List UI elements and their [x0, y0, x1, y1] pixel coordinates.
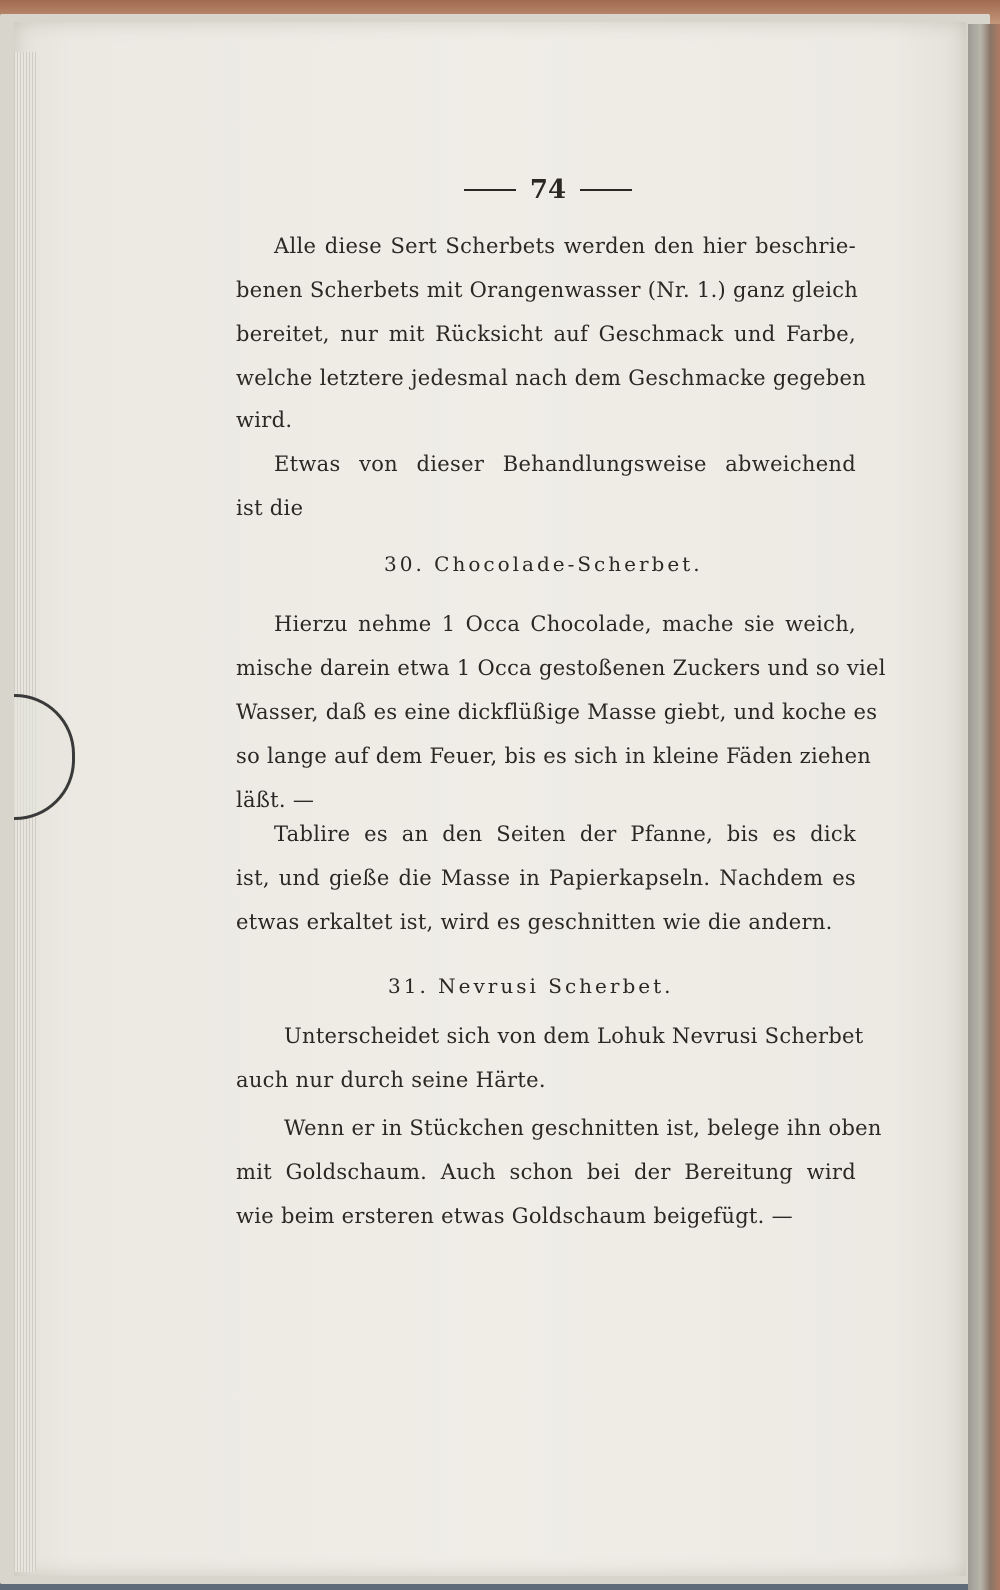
text-line: welche letztere jedesmal nach dem Geschmacke gegeben	[236, 366, 867, 390]
text-line: Etwas von dieser Behandlungsweise abweichend	[274, 452, 856, 476]
header-dash-right	[580, 189, 632, 191]
bookmark-clip	[14, 694, 75, 820]
text-line: benen Scherbets mit Orangenwasser (Nr. 1.) ganz gleich	[236, 278, 859, 302]
text-line: auch nur durch seine Härte.	[236, 1068, 546, 1092]
text-line: Alle diese Sert Scherbets werden den hier beschrie-	[274, 234, 856, 258]
text-line: wie beim ersteren etwas Goldschaum beigefügt. —	[236, 1204, 793, 1228]
text-line: mit Goldschaum. Auch schon bei der Bereitung wird	[236, 1160, 856, 1184]
book-page	[14, 22, 966, 1576]
page-right-edge	[968, 24, 1000, 1590]
text-line: Tablire es an den Seiten der Pfanne, bis es dick	[274, 822, 856, 846]
text-line: bereitet, nur mit Rücksicht auf Geschmack und Farbe,	[236, 322, 856, 346]
text-line: Unterscheidet sich von dem Lohuk Nevrusi Scherbet	[284, 1024, 864, 1048]
text-line: Hierzu nehme 1 Occa Chocolade, mache sie weich,	[274, 612, 856, 636]
text-line: Wenn er in Stückchen geschnitten ist, belege ihn oben	[284, 1116, 882, 1140]
text-line: Wasser, daß es eine dickflüßige Masse giebt, und koche es	[236, 700, 878, 724]
text-line: ist, und gieße die Masse in Papierkapseln. Nachdem es	[236, 866, 856, 890]
header-dash-left	[464, 189, 516, 191]
recipe-heading-30: 30. Chocolade-Scherbet.	[384, 552, 703, 576]
recipe-heading-31: 31. Nevrusi Scherbet.	[388, 974, 674, 998]
text-line: läßt. —	[236, 788, 315, 812]
text-line: so lange auf dem Feuer, bis es sich in kleine Fäden ziehen	[236, 744, 872, 768]
page-number-header	[443, 170, 653, 210]
text-line: mische darein etwa 1 Occa gestoßenen Zuckers und so viel	[236, 656, 886, 680]
text-line: wird.	[236, 408, 293, 432]
text-line: etwas erkaltet ist, wird es geschnitten wie die andern.	[236, 910, 833, 934]
page-number: 74	[529, 175, 567, 205]
text-line: ist die	[236, 496, 304, 520]
